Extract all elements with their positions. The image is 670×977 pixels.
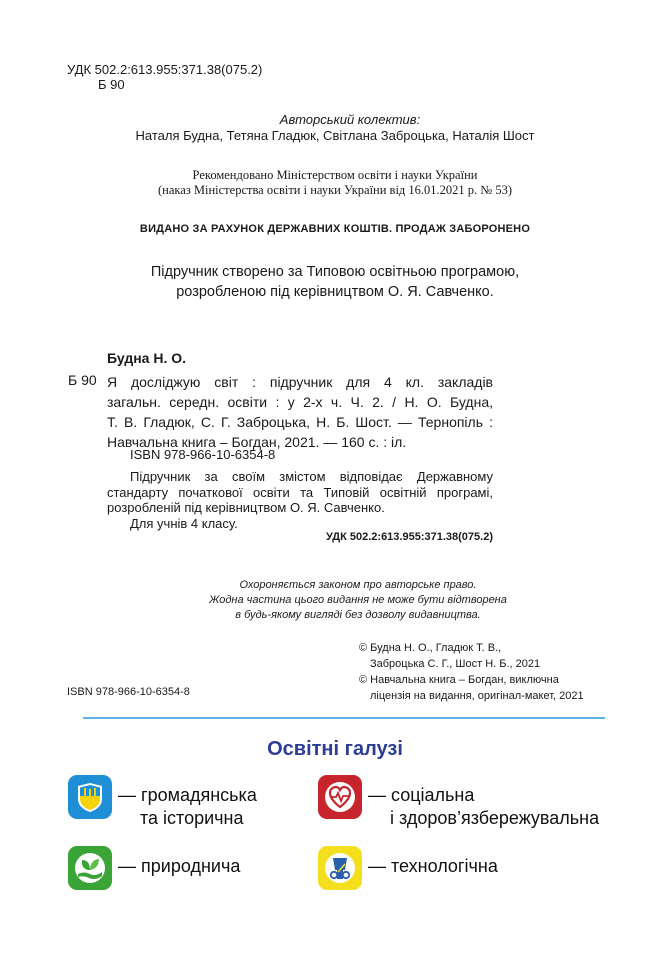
bib-line: Навчальна книга – Богдан, 2021. — 160 с. : іл. bbox=[107, 434, 407, 450]
program-note bbox=[0, 262, 670, 302]
leaf-hand-icon bbox=[68, 846, 112, 890]
trident-shield-icon bbox=[68, 775, 112, 819]
publication-notice: ВИДАНО ЗА РАХУНОК ДЕРЖАВНИХ КОШТІВ. ПРОДАЖ ЗАБОРОНЕНО bbox=[139, 223, 531, 235]
authors-block bbox=[0, 112, 670, 144]
divider bbox=[83, 717, 605, 719]
program-note-line2: розробленою під керівництвом О. Я. Савченко. bbox=[176, 284, 494, 300]
copyright-line: © Навчальна книга – Богдан, виключна bbox=[359, 674, 559, 686]
bib-annotation: Підручник за своїм змістом відповідає Державному стандарту початкової освіти та Типовій освітній програмі, розробленій під керівництвом О. Я. Савченко. bbox=[107, 469, 493, 515]
udk-code: УДК 502.2:613.955:371.38(075.2) bbox=[67, 62, 263, 77]
legend-label: — громадянська bbox=[118, 785, 257, 805]
legend-title: Освітні галузі bbox=[267, 738, 403, 760]
bib-udk: УДК 502.2:613.955:371.38(075.2) bbox=[325, 531, 493, 543]
legend-item-natural bbox=[118, 855, 240, 878]
legend-label: — соціальна bbox=[368, 785, 475, 805]
legend-label-cont: та історична bbox=[140, 808, 244, 828]
copyright-line: © Будна Н. О., Гладюк Т. В., bbox=[359, 642, 502, 654]
copyrights bbox=[359, 640, 584, 704]
isbn-bottom: ISBN 978-966-10-6354-8 bbox=[67, 686, 190, 698]
recommendation bbox=[0, 168, 670, 198]
program-note-line1: Підручник створено за Типовою освітньою програмою, bbox=[150, 264, 520, 280]
copyright-line: Заброцька С. Г., Шост Н. Б., 2021 bbox=[370, 658, 541, 670]
bib-code: Б 90 bbox=[68, 372, 97, 388]
authors-caption: Авторський колектив: bbox=[279, 112, 421, 127]
legend-item-social bbox=[368, 784, 599, 830]
bib-line: загальн. середн. освіти : у 2-х ч. Ч. 2. / Н. О. Будна, bbox=[107, 394, 493, 410]
copyright-law-line: в будь-якому вигляді без дозволу видавництва. bbox=[235, 609, 481, 621]
tools-icon bbox=[318, 846, 362, 890]
bib-grade: Для учнів 4 класу. bbox=[130, 516, 238, 531]
udk-header bbox=[67, 62, 262, 92]
recommendation-order: (наказ Міністерства освіти і науки України від 16.01.2021 р. № 53) bbox=[157, 183, 513, 197]
bib-author: Будна Н. О. bbox=[107, 350, 187, 366]
legend-label: — технологічна bbox=[368, 856, 498, 876]
copyright-law-line: Охороняється законом про авторське право. bbox=[239, 579, 477, 591]
heart-pulse-icon bbox=[318, 775, 362, 819]
authors-names: Наталя Будна, Тетяна Гладюк, Світлана Заброцька, Наталія Шост bbox=[135, 128, 535, 143]
copyright-law-line: Жодна частина цього видання не може бути відтворена bbox=[209, 594, 507, 606]
legend-item-civic bbox=[118, 784, 257, 830]
legend-item-tech bbox=[368, 855, 498, 878]
recommendation-line: Рекомендовано Міністерством освіти і науки України bbox=[192, 168, 478, 182]
copyright-law bbox=[0, 578, 670, 623]
bib-isbn: ISBN 978-966-10-6354-8 bbox=[130, 447, 276, 462]
legend-label: — природнича bbox=[118, 856, 241, 876]
author-mark: Б 90 bbox=[98, 77, 125, 92]
bib-description bbox=[107, 372, 493, 452]
bib-line: Я досліджую світ : підручник для 4 кл. закладів bbox=[107, 374, 493, 390]
bib-line: Т. В. Гладюк, С. Г. Заброцька, Н. Б. Шост. — Тернопіль : bbox=[107, 414, 493, 430]
legend-label-cont: і здоров’язбережувальна bbox=[390, 808, 600, 828]
copyright-line: ліцензія на видання, оригінал-макет, 2021 bbox=[370, 690, 584, 702]
